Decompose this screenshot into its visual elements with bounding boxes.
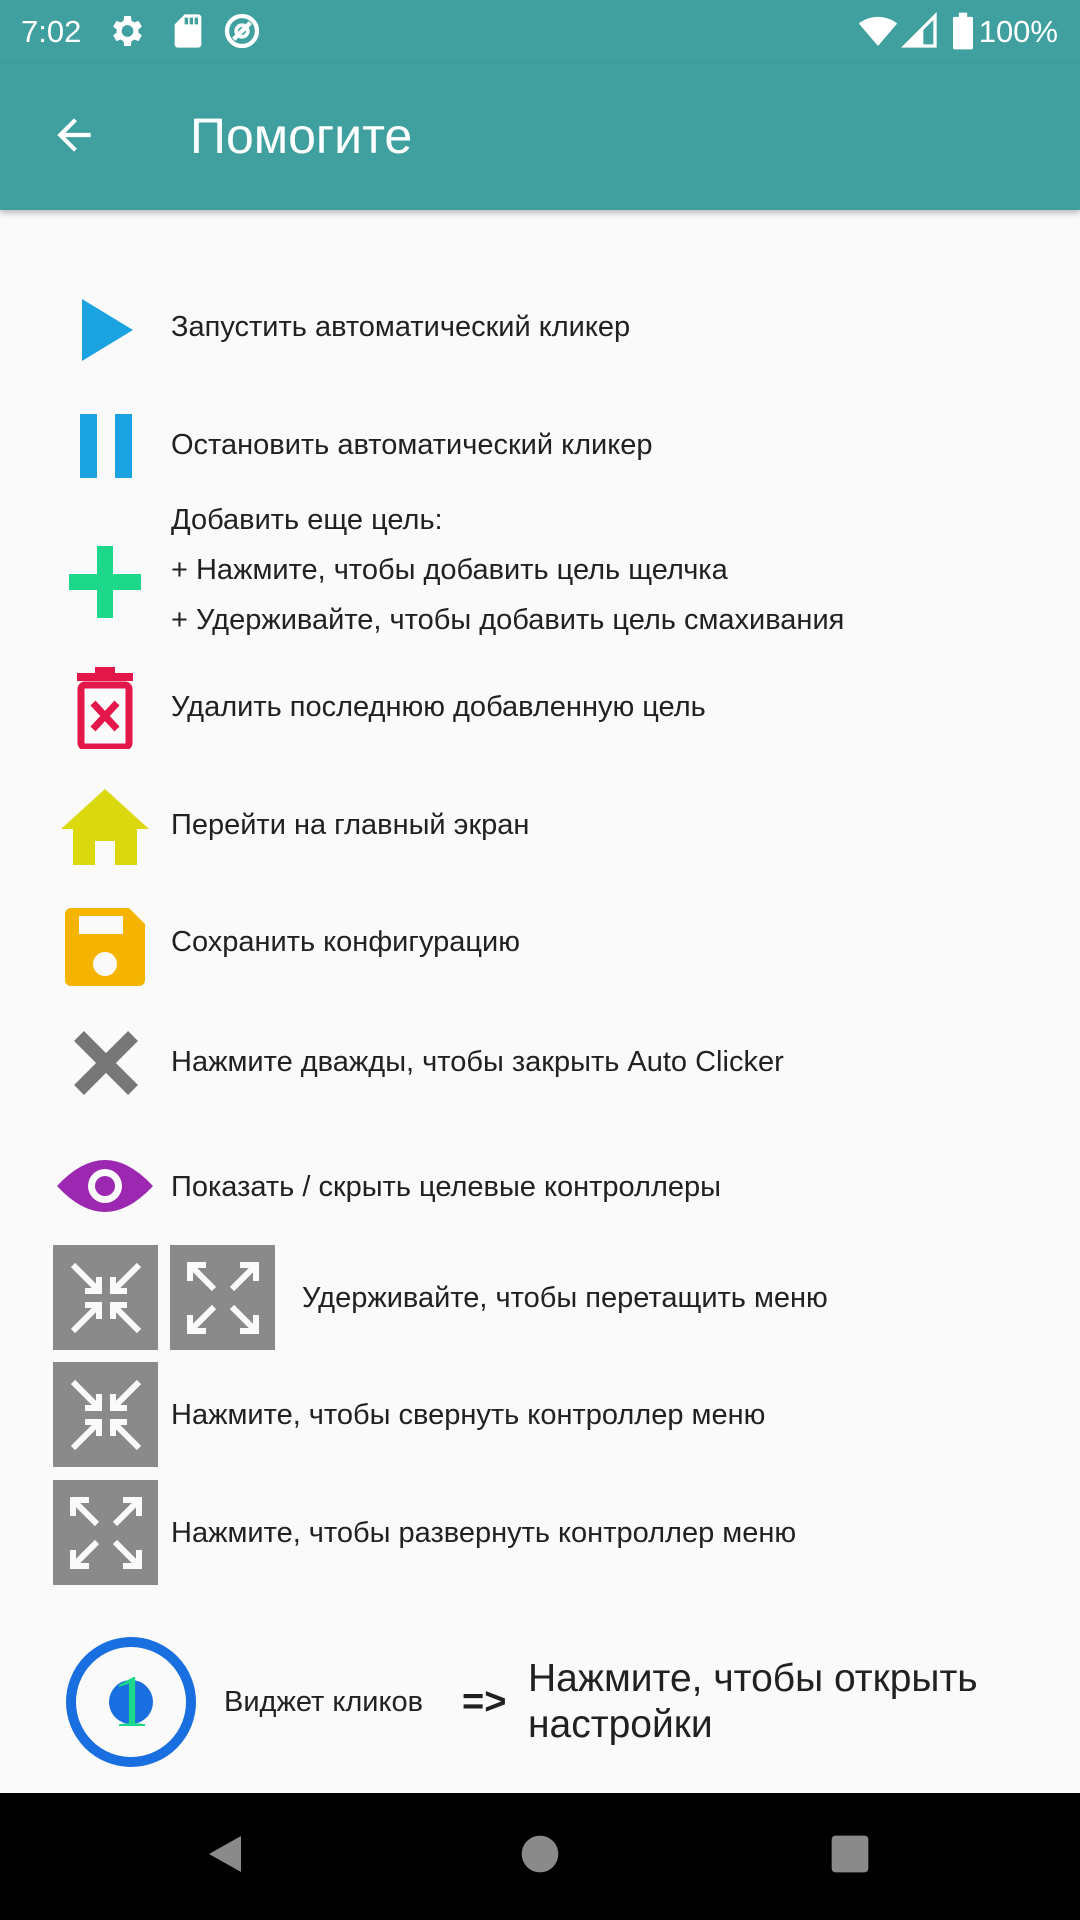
save-icon xyxy=(64,907,146,987)
help-item-home xyxy=(0,775,1080,885)
help-list xyxy=(0,210,1080,1793)
widget-label: Виджет кликов xyxy=(224,1686,424,1718)
nav-recents-button[interactable] xyxy=(805,1821,895,1891)
sd-card-icon xyxy=(168,11,208,56)
help-item-delete xyxy=(0,658,1080,768)
expand-icon xyxy=(170,1245,275,1350)
help-item-widget xyxy=(0,1630,1080,1780)
collapse-icon xyxy=(53,1362,158,1467)
signal-icon xyxy=(900,11,940,56)
play-icon xyxy=(75,295,137,365)
page-title: Помогите xyxy=(190,108,413,164)
help-item-label: Остановить автоматический кликер xyxy=(171,429,653,461)
help-item-start xyxy=(0,280,1080,390)
pause-icon xyxy=(76,413,136,479)
help-item-label: Удалить последнюю добавленную цель xyxy=(171,691,706,723)
widget-action-text: Нажмите, чтобы открыть настройки xyxy=(528,1657,978,1746)
help-item-stop xyxy=(0,398,1080,508)
help-item-drag-menu xyxy=(0,1243,1080,1353)
help-item-toggle-targets xyxy=(0,1127,1080,1237)
battery-icon xyxy=(950,11,976,56)
help-item-label: Нажмите дважды, чтобы закрыть Auto Clicker xyxy=(171,1046,784,1078)
arrow-back-icon xyxy=(49,110,99,165)
settings-icon xyxy=(106,11,146,56)
help-item-label-line-1: Добавить еще цель: xyxy=(171,504,443,536)
nav-back-button[interactable] xyxy=(180,1821,270,1891)
click-widget-icon xyxy=(64,1635,198,1769)
help-item-label-line-3: + Удерживайте, чтобы добавить цель смахивания xyxy=(171,604,845,636)
help-item-label: Нажмите, чтобы развернуть контроллер меню xyxy=(171,1517,797,1549)
back-triangle-icon xyxy=(201,1830,249,1883)
wifi-icon xyxy=(858,11,898,56)
help-item-add-target xyxy=(0,495,1080,655)
navigation-bar xyxy=(0,1793,1080,1920)
widget-number: 1 xyxy=(112,1661,150,1743)
collapse-icon xyxy=(53,1245,158,1350)
expand-icon xyxy=(53,1480,158,1585)
nav-home-button[interactable] xyxy=(495,1821,585,1891)
app-bar xyxy=(0,63,1080,210)
help-item-label: Нажмите, чтобы свернуть контроллер меню xyxy=(171,1399,766,1431)
battery-percent: 100% xyxy=(978,14,1058,49)
status-time: 7:02 xyxy=(21,14,82,49)
help-item-label: Сохранить конфигурацию xyxy=(171,926,520,958)
back-button[interactable] xyxy=(34,101,114,173)
help-item-label: Перейти на главный экран xyxy=(171,809,530,841)
widget-arrow: => xyxy=(462,1681,507,1723)
recents-square-icon xyxy=(828,1832,872,1881)
help-item-label: Показать / скрыть целевые контроллеры xyxy=(171,1171,721,1203)
help-item-close xyxy=(0,1010,1080,1120)
help-item-collapse xyxy=(0,1361,1080,1471)
home-icon xyxy=(60,788,150,866)
help-item-expand xyxy=(0,1479,1080,1589)
plus-icon xyxy=(68,545,142,619)
data-saver-icon xyxy=(222,11,262,56)
home-circle-icon xyxy=(518,1832,562,1881)
status-bar xyxy=(0,0,1080,63)
help-item-label-line-2: + Нажмите, чтобы добавить цель щелчка xyxy=(171,554,728,586)
help-item-label: Запустить автоматический кликер xyxy=(171,311,631,343)
help-item-label: Удерживайте, чтобы перетащить меню xyxy=(302,1282,828,1314)
eye-icon xyxy=(56,1153,154,1219)
help-item-save xyxy=(0,893,1080,1003)
delete-icon xyxy=(74,666,136,750)
close-icon xyxy=(70,1027,142,1099)
